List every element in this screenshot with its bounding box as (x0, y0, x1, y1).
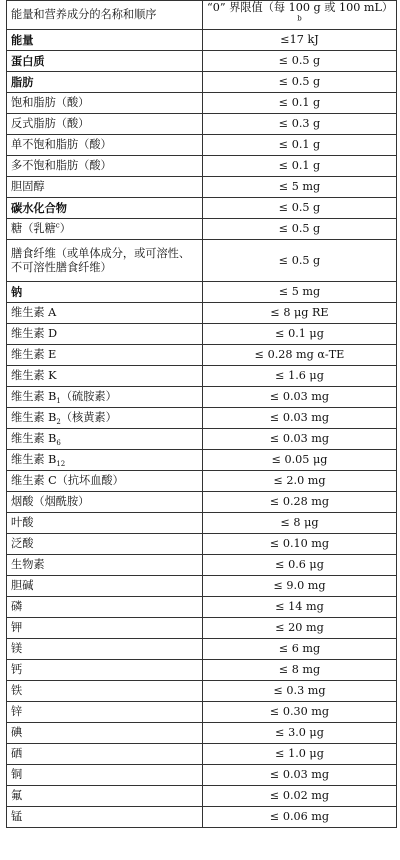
zero-threshold-value: ≤ 0.1 g (203, 135, 397, 156)
table-row (7, 72, 397, 93)
nutrient-name-cell (7, 240, 203, 282)
nutrient-name-cell (7, 513, 203, 534)
zero-threshold-value: ≤ 0.03 mg (203, 408, 397, 429)
table-row (7, 471, 397, 492)
nutrient-subscript: 2 (56, 418, 61, 427)
nutrient-name: 维生素 K (11, 369, 57, 382)
zero-threshold-value: ≤ 2.0 mg (203, 471, 397, 492)
table-row (7, 345, 397, 366)
nutrient-name-cell (7, 429, 203, 450)
nutrient-name-cell (7, 345, 203, 366)
nutrient-name-cell (7, 723, 203, 744)
nutrient-name-cell (7, 786, 203, 807)
nutrient-zero-threshold-table (6, 0, 397, 828)
table-row (7, 765, 397, 786)
table-row (7, 681, 397, 702)
table-row (7, 618, 397, 639)
nutrient-name-cell (7, 492, 203, 513)
nutrient-name-suffix: （硫胺素） (60, 390, 117, 403)
zero-threshold-value: ≤ 0.03 mg (203, 387, 397, 408)
nutrient-name: 维生素 C（抗坏血酸） (11, 474, 124, 487)
value-column-footnote-mark: b (297, 14, 302, 23)
table-row (7, 198, 397, 219)
table-row (7, 786, 397, 807)
table-row (7, 408, 397, 429)
zero-threshold-value: ≤ 0.1 g (203, 93, 397, 114)
nutrient-name: 钠 (11, 285, 23, 299)
nutrient-name: 生物素 (11, 558, 45, 571)
name-column-header: 能量和营养成分的名称和顺序 (7, 1, 203, 30)
table-row (7, 492, 397, 513)
value-column-header (203, 1, 397, 30)
zero-threshold-value: ≤ 8 mg (203, 660, 397, 681)
nutrient-name-cell (7, 555, 203, 576)
nutrient-name-suffix: （核黄素） (60, 411, 117, 424)
zero-threshold-value: ≤ 0.03 mg (203, 429, 397, 450)
nutrient-name-cell (7, 534, 203, 555)
zero-threshold-value: ≤ 0.28 mg α-TE (203, 345, 397, 366)
nutrient-name: 硒 (11, 747, 23, 760)
zero-threshold-value: ≤ 0.3 g (203, 114, 397, 135)
nutrient-name-cell (7, 597, 203, 618)
nutrient-name: 锌 (11, 705, 23, 718)
nutrient-name: 镁 (11, 642, 23, 655)
table-row (7, 639, 397, 660)
table-row (7, 744, 397, 765)
table-row (7, 513, 397, 534)
nutrient-name: 烟酸（烟酰胺） (11, 495, 90, 508)
nutrient-name-cell (7, 366, 203, 387)
nutrient-name-cell (7, 450, 203, 471)
table-row (7, 555, 397, 576)
nutrient-name-cell (7, 765, 203, 786)
table-header-row (7, 1, 397, 30)
nutrient-name: 脂肪 (11, 75, 34, 89)
table-row (7, 450, 397, 471)
table-row (7, 324, 397, 345)
nutrient-name: 铜 (11, 768, 23, 781)
zero-threshold-value: ≤ 0.5 g (203, 51, 397, 72)
value-column-header-text: “0” 界限值（每 100 g 或 100 mL） (207, 1, 394, 14)
nutrient-name-cell (7, 618, 203, 639)
table-row (7, 387, 397, 408)
table-row (7, 597, 397, 618)
nutrient-name-cell (7, 51, 203, 72)
nutrient-name: 维生素 B (11, 390, 57, 403)
zero-threshold-value: ≤ 0.1 μg (203, 324, 397, 345)
zero-threshold-value: ≤ 9.0 mg (203, 576, 397, 597)
nutrient-subscript: 12 (56, 460, 66, 469)
nutrient-name-cell (7, 114, 203, 135)
table-row (7, 702, 397, 723)
nutrient-subscript: 1 (56, 397, 61, 406)
nutrient-name-cell (7, 303, 203, 324)
zero-threshold-value: ≤ 0.5 g (203, 72, 397, 93)
zero-threshold-value: ≤ 0.5 g (203, 240, 397, 282)
nutrient-name-cell (7, 576, 203, 597)
nutrient-name: 反式脂肪（酸） (11, 117, 90, 130)
zero-threshold-value: ≤ 1.6 μg (203, 366, 397, 387)
zero-threshold-value: ≤ 14 mg (203, 597, 397, 618)
nutrient-name: 胆碱 (11, 579, 34, 592)
nutrient-name-cell (7, 744, 203, 765)
nutrient-name: 维生素 B (11, 453, 57, 466)
nutrient-name: 维生素 A (11, 306, 57, 319)
zero-threshold-value: ≤ 6 mg (203, 639, 397, 660)
nutrient-subscript: 6 (56, 439, 61, 448)
table-row (7, 429, 397, 450)
nutrient-name: 胆固醇 (11, 180, 45, 193)
table-row (7, 135, 397, 156)
table-row (7, 660, 397, 681)
nutrient-name-cell (7, 177, 203, 198)
nutrient-name: 膳食纤维（或单体成分，或可溶性、 (11, 246, 191, 260)
zero-threshold-value: ≤ 5 mg (203, 282, 397, 303)
table-row (7, 576, 397, 597)
nutrient-name: 糖（乳糖 (11, 222, 56, 235)
nutrient-name: 钙 (11, 663, 23, 676)
zero-threshold-value: ≤ 8 μg (203, 513, 397, 534)
zero-threshold-value: ≤ 0.28 mg (203, 492, 397, 513)
nutrient-name-cell (7, 807, 203, 828)
nutrient-name: 叶酸 (11, 516, 34, 529)
nutrient-name: 蛋白质 (11, 54, 45, 68)
zero-threshold-value: ≤ 0.05 μg (203, 450, 397, 471)
nutrient-name-cell (7, 660, 203, 681)
nutrient-name: 维生素 B (11, 432, 57, 445)
zero-threshold-value: ≤ 8 μg RE (203, 303, 397, 324)
nutrient-name-cell (7, 30, 203, 51)
table-row (7, 303, 397, 324)
table-row (7, 807, 397, 828)
nutrient-name-cell (7, 156, 203, 177)
zero-threshold-value: ≤ 5 mg (203, 177, 397, 198)
table-row (7, 534, 397, 555)
zero-threshold-value: ≤ 0.30 mg (203, 702, 397, 723)
nutrient-name-cell (7, 324, 203, 345)
table-row (7, 114, 397, 135)
zero-threshold-value: ≤ 0.1 g (203, 156, 397, 177)
nutrient-name: 碘 (11, 726, 23, 739)
table-row (7, 366, 397, 387)
nutrient-name-cell (7, 387, 203, 408)
nutrient-name-cell (7, 219, 203, 240)
table-row (7, 156, 397, 177)
nutrient-name: 饱和脂肪（酸） (11, 96, 90, 109)
table-body (7, 30, 397, 828)
zero-threshold-value: ≤ 0.6 μg (203, 555, 397, 576)
zero-threshold-value: ≤ 0.03 mg (203, 765, 397, 786)
nutrient-name: 锰 (11, 810, 23, 823)
nutrient-name-line2: 不可溶性膳食纤维） (11, 260, 112, 274)
nutrient-name-cell (7, 72, 203, 93)
nutrient-name: 氟 (11, 789, 23, 802)
zero-threshold-value: ≤ 20 mg (203, 618, 397, 639)
nutrient-name-cell (7, 681, 203, 702)
nutrient-name: 多不饱和脂肪（酸） (11, 159, 112, 172)
zero-threshold-value: ≤ 0.06 mg (203, 807, 397, 828)
table-row (7, 30, 397, 51)
table-row (7, 93, 397, 114)
nutrient-name-cell (7, 282, 203, 303)
zero-threshold-value: ≤ 0.10 mg (203, 534, 397, 555)
zero-threshold-value: ≤ 0.5 g (203, 219, 397, 240)
nutrient-name: 单不饱和脂肪（酸） (11, 138, 112, 151)
nutrient-name: 铁 (11, 684, 23, 697)
nutrient-name-cell (7, 702, 203, 723)
zero-threshold-value: ≤ 3.0 μg (203, 723, 397, 744)
zero-threshold-value: ≤ 0.3 mg (203, 681, 397, 702)
table-row (7, 240, 397, 282)
nutrient-name: 维生素 B (11, 411, 57, 424)
nutrient-name: 碳水化合物 (11, 201, 67, 215)
nutrient-name-suffix: ） (59, 222, 71, 235)
nutrient-name: 泛酸 (11, 537, 34, 550)
nutrient-name-cell (7, 198, 203, 219)
zero-threshold-value: ≤ 0.5 g (203, 198, 397, 219)
table-row (7, 282, 397, 303)
table-row (7, 51, 397, 72)
zero-threshold-value: ≤ 0.02 mg (203, 786, 397, 807)
nutrient-name: 钾 (11, 621, 23, 634)
nutrient-name-cell (7, 408, 203, 429)
nutrient-name: 能量 (11, 33, 34, 47)
nutrient-name-cell (7, 639, 203, 660)
nutrient-footnote-mark: c (55, 221, 60, 230)
nutrient-zero-threshold-table-container (6, 0, 396, 828)
nutrient-name-cell (7, 93, 203, 114)
table-row (7, 723, 397, 744)
table-row (7, 219, 397, 240)
nutrient-name-cell (7, 471, 203, 492)
table-row (7, 177, 397, 198)
nutrient-name: 磷 (11, 600, 23, 613)
nutrient-name: 维生素 D (11, 327, 58, 340)
zero-threshold-value: ≤17 kJ (203, 30, 397, 51)
nutrient-name: 维生素 E (11, 348, 57, 361)
zero-threshold-value: ≤ 1.0 μg (203, 744, 397, 765)
nutrient-name-cell (7, 135, 203, 156)
